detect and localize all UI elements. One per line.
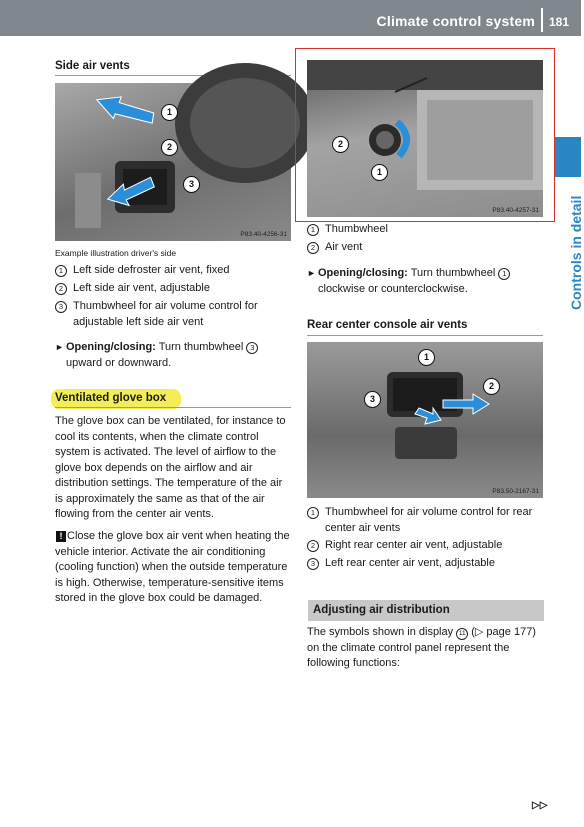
item-number: 2 (307, 540, 319, 552)
item-number: 1 (307, 507, 319, 519)
callout-2: 2 (161, 139, 178, 156)
callout-2: 2 (483, 378, 500, 395)
side-vents-illustration (55, 83, 291, 241)
instruction-text: Turn thumbwheel (158, 341, 244, 353)
item-text: Left rear center air vent, adjustable (325, 557, 495, 569)
adjusting-heading: Adjusting air distribution (313, 604, 450, 616)
list-item (55, 263, 293, 279)
page-header (0, 0, 581, 36)
callout-1: 1 (371, 164, 388, 181)
item-text: Thumbwheel for air volume control for adjustable left side air vent (73, 300, 258, 328)
bullet-arrow: ► (307, 268, 316, 278)
instruction-tail: upward or downward. (66, 356, 172, 369)
item-number: 2 (55, 283, 67, 295)
figure-code: P83.50-2167-31 (492, 488, 539, 495)
list-item (307, 556, 545, 572)
section-tab (555, 137, 581, 177)
adjusting-text-start: The symbols shown in display (307, 626, 454, 638)
bullet-arrow: ► (55, 342, 64, 352)
section-label: Controls in detail (568, 195, 584, 310)
item-number: 3 (307, 558, 319, 570)
display-symbol: 11 (456, 628, 468, 640)
item-text: Air vent (325, 241, 363, 253)
side-vents-heading: Side air vents (55, 60, 130, 72)
item-text: Left side defroster air vent, fixed (73, 264, 230, 276)
list-item (55, 281, 293, 297)
rear-vents-illustration (307, 342, 543, 498)
glove-box-illustration (307, 60, 543, 217)
warning-text (55, 529, 293, 607)
instruction (307, 266, 543, 297)
callout-3: 3 (364, 391, 381, 408)
callout-2: 2 (332, 136, 349, 153)
list-item (307, 240, 545, 256)
callout-1: 1 (161, 104, 178, 121)
item-text: Right rear center air vent, adjustable (325, 539, 503, 551)
warning-body: Close the glove box air vent when heating the vehicle interior. Activate the air conditioning (cooling function) when the outside temperature is high. Otherwise, temperature-sensitive items stored in the glove box could be damaged. (55, 530, 290, 604)
list-item (307, 538, 545, 554)
instruction (55, 340, 288, 371)
callout-1: 1 (418, 349, 435, 366)
heading-rule (307, 335, 543, 336)
instruction-label: Opening/closing: (66, 341, 156, 353)
page-number: 181 (549, 15, 570, 29)
adjusting-paragraph (307, 625, 543, 672)
glove-box-paragraph: The glove box can be ventilated, for instance to cool its contents, when the climate control system is activated. The level of airflow to the glove box depends on the airflow and air distribution settings. The temperature of the air is approximately the same as that of the air flowing from the center air vents. (55, 415, 286, 520)
item-text: Thumbwheel (325, 223, 388, 235)
item-number: 1 (307, 224, 319, 236)
rear-vents-heading: Rear center console air vents (307, 319, 468, 331)
heading-rule (55, 407, 291, 408)
list-item (307, 222, 545, 238)
callout-3: 3 (183, 176, 200, 193)
continue-mark: ▷▷ (532, 800, 548, 811)
instruction-label: Opening/closing: (318, 267, 408, 279)
adjusting-text-end: (▷ page 177) on the climate control panel represent the following functions: (307, 626, 536, 669)
header-separator (541, 8, 543, 32)
warning-icon: ! (56, 531, 66, 542)
item-text: Left side air vent, adjustable (73, 282, 210, 294)
item-text: Thumbwheel for air volume control for rear center air vents (325, 506, 533, 534)
instruction-number: 3 (246, 342, 258, 354)
instruction-tail: clockwise or counterclockwise. (318, 282, 468, 295)
glove-box-heading: Ventilated glove box (55, 392, 167, 404)
instruction-number: 1 (498, 268, 510, 280)
figure-code: P83.40-4256-31 (240, 231, 287, 238)
list-item (307, 505, 545, 536)
instruction-text: Turn thumbwheel (410, 267, 496, 279)
item-number: 3 (55, 301, 67, 313)
figure-code: P83.40-4257-31 (492, 207, 539, 214)
item-number: 1 (55, 265, 67, 277)
item-number: 2 (307, 242, 319, 254)
list-item (55, 299, 291, 330)
chapter-title: Climate control system (376, 13, 535, 29)
figure-caption: Example illustration driver's side (55, 248, 177, 258)
